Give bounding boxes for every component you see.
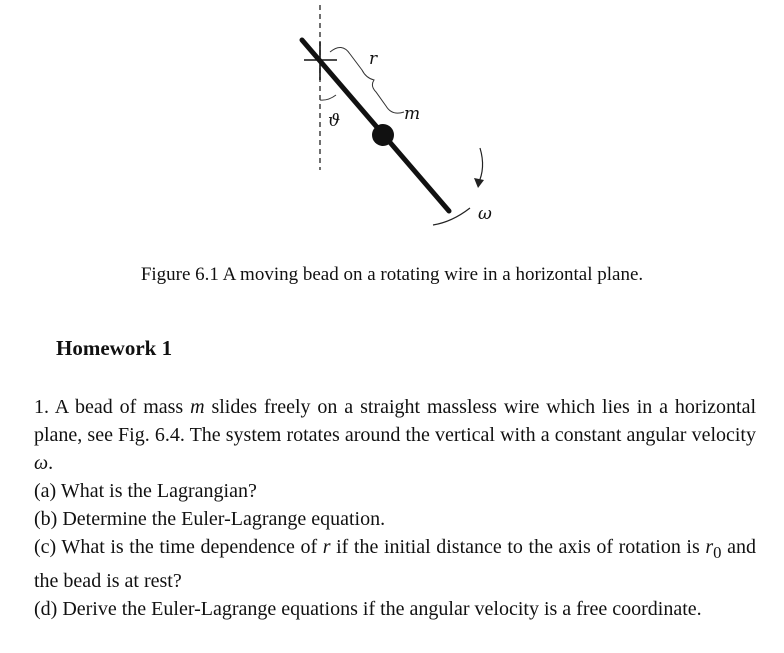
omega-arrowhead [474,178,484,188]
r-brace [330,47,404,113]
label-r: r [369,49,378,69]
omega-lower-arc [433,208,470,225]
part-c-text-1: (c) What is the time dependence of [34,536,323,558]
omega-arc [478,148,483,184]
label-omega: ω [478,204,492,224]
intro-mass-symbol: m [190,396,205,418]
bead [372,124,394,146]
part-b: (b) Determine the Euler-Lagrange equation. [34,508,386,530]
part-d: (d) Derive the Euler-Lagrange equations if the angular velocity is a free coordinate. [34,598,702,620]
intro-omega-symbol: ω [34,452,49,474]
part-c [34,533,756,595]
label-m: m [404,104,421,124]
intro-text-3: . [48,452,54,474]
problem-text [34,393,756,623]
part-a: (a) What is the Lagrangian? [34,480,257,502]
part-c-r0-subscript: 0 [713,543,722,562]
homework-title: Homework 1 [56,336,173,360]
intro-text-2: slides freely on a straight massless wire which lies in a horizontal plane, see Fig. 6.4. The system rotates around the vertical with a constant angular velocity [34,396,756,446]
theta-arc [320,95,336,100]
part-c-text-3: and the bead is at rest? [34,536,756,592]
intro-text-1: 1. A bead of mass [34,396,191,418]
bead-wire-figure [0,0,784,250]
part-c-r0-symbol: r [705,536,714,558]
part-c-r-symbol: r [322,536,331,558]
problem-intro [34,393,756,477]
label-theta: ϑ [328,111,341,131]
figure-caption: Figure 6.1 A moving bead on a rotating wire in a horizontal plane. [140,264,644,285]
part-c-text-2: if the initial distance to the axis of rotation is [330,536,706,558]
